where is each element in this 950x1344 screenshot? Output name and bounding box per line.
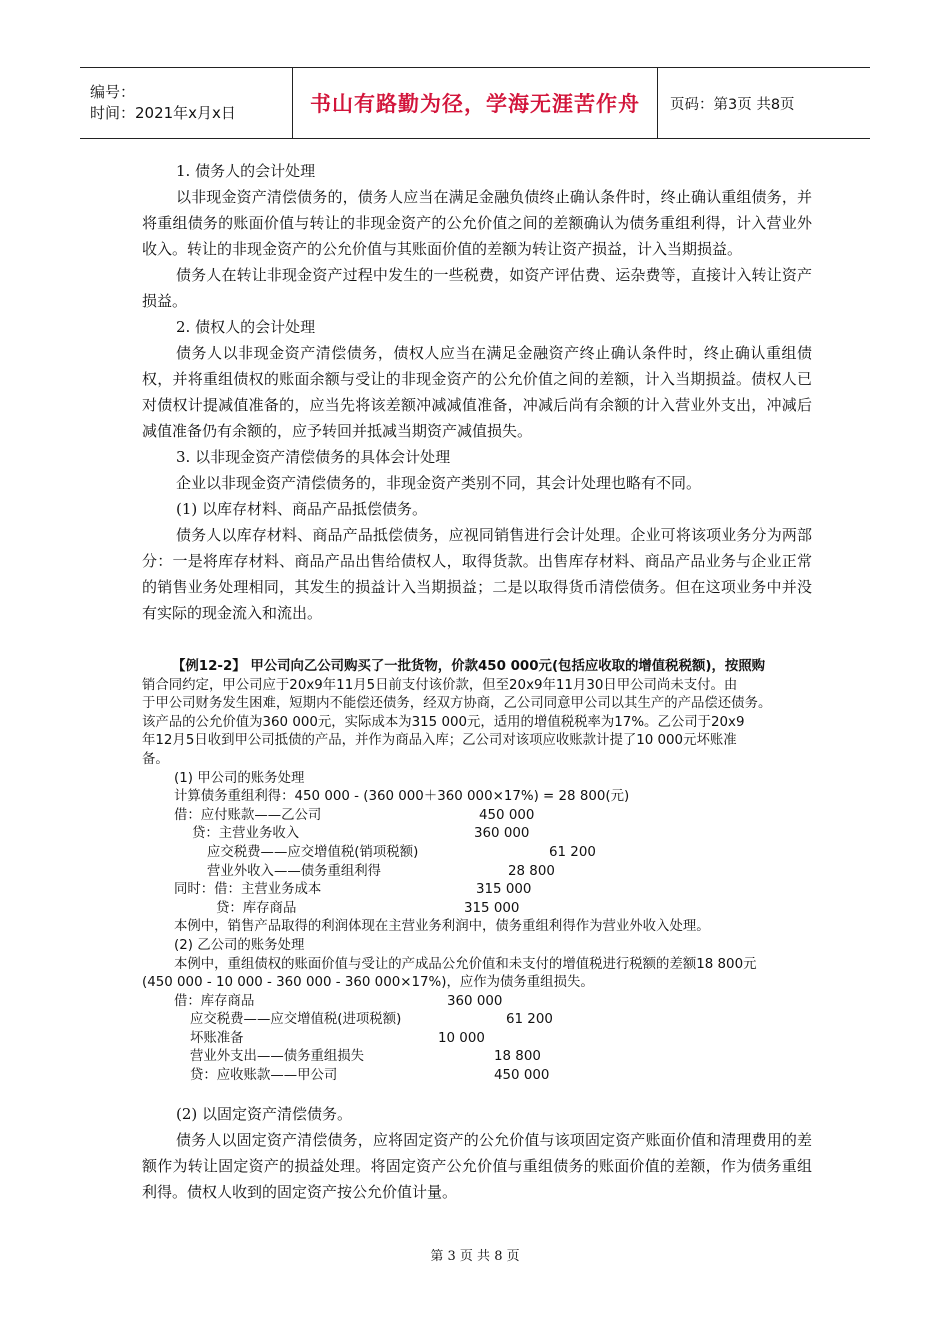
entry-account: 借：应付账款——乙公司: [174, 807, 322, 823]
page-header: [80, 67, 870, 139]
main-content: [142, 158, 812, 626]
entry-account: 贷：主营业务收入: [192, 826, 300, 842]
entry-amount: 315 000: [464, 900, 520, 916]
document-date: 时间：2021年x月x日: [90, 104, 236, 122]
example-block: [142, 658, 812, 1086]
subsection-heading-1: (1) 以库存材料、商品产品抵偿债务。: [176, 500, 428, 518]
header-meta: [80, 68, 293, 138]
paragraph: 债务人以固定资产清偿债务，应将固定资产的公允价值与该项固定资产账面价值和清理费用的差额作为转让固定资产的损益处理。将固定资产公允价值与重组债务的账面价值的差额，作为债务重组利得。债权人收到的固定资产按公允价值计量。: [142, 1131, 812, 1201]
page-info-text: 页码：第3页 共8页: [670, 96, 795, 113]
entry-amount: 315 000: [476, 882, 532, 898]
journal-entry: [142, 1048, 812, 1067]
part-title: (2) 乙公司的账务处理: [174, 937, 305, 953]
entry-account: 贷：库存商品: [216, 900, 297, 916]
journal-entry: [142, 844, 812, 863]
paragraph: 以非现金资产清偿债务的，债务人应当在满足金融负债终止确认条件时，终止确认重组债务，并将重组债务的账面价值与转让的非现金资产的公允价值之间的差额确认为债务重组利得，计入营业外收入。转让的非现金资产的公允价值与其账面价值的差额为转让资产损益，计入当期损益。: [142, 188, 812, 258]
example-intro-line: 年12月5日收到甲公司抵债的产品，并作为商品入库；乙公司对该项应收账款计提了10 000元坏账准: [142, 733, 737, 749]
entry-account: 借：库存商品: [174, 993, 255, 1009]
paragraph: 企业以非现金资产清偿债务的，非现金资产类别不同，其会计处理也略有不同。: [176, 474, 702, 492]
example-intro-line: 备。: [142, 751, 169, 767]
calculation-line: 计算债务重组利得：450 000 - (360 000＋360 000×17%) = 28 800(元): [174, 789, 630, 805]
journal-entry: [142, 900, 812, 919]
entry-amount: 28 800: [508, 863, 555, 879]
entry-account: 应交税费——应交增值税(进项税额): [190, 1012, 402, 1028]
section-heading-2: 2. 债权人的会计处理: [176, 318, 316, 336]
journal-entry: [142, 863, 812, 882]
entry-account: 同时：借：主营业务成本: [174, 882, 322, 898]
journal-entry: [142, 1067, 812, 1086]
entry-account: 营业外支出——债务重组损失: [190, 1049, 365, 1065]
section-heading-3: 3. 以非现金资产清偿债务的具体会计处理: [176, 448, 451, 466]
page-footer: 第 3 页 共 8 页: [430, 1249, 520, 1264]
journal-entry: [142, 825, 812, 844]
entry-amount: 61 200: [549, 844, 596, 860]
entry-amount: 18 800: [494, 1049, 541, 1065]
journal-entry: [142, 881, 812, 900]
entry-amount: 61 200: [506, 1012, 553, 1028]
entry-account: 营业外收入——债务重组利得: [207, 863, 382, 879]
journal-entry: [142, 993, 812, 1012]
paragraph: 债务人在转让非现金资产过程中发生的一些税费，如资产评估费、运杂费等，直接计入转让资产损益。: [142, 266, 812, 310]
paragraph: 债务人以库存材料、商品产品抵偿债务，应视同销售进行会计处理。企业可将该项业务分为两部分：一是将库存材料、商品产品出售给债权人，取得货款。出售库存材料、商品产品业务与企业正常的销售业务处理相同，其发生的损益计入当期损益；二是以取得货币清偿债务。但在这项业务中并没有实际的现金流入和流出。: [142, 526, 812, 622]
document-number-label: 编号：: [90, 83, 136, 101]
motto-text: 书山有路勤为径，学海无涯苦作舟: [310, 92, 640, 116]
example-note: 本例中，销售产品取得的利润体现在主营业务利润中，债务重组利得作为营业外收入处理。: [174, 919, 710, 935]
entry-account: 贷：应收账款——甲公司: [190, 1068, 338, 1084]
part-title: (1) 甲公司的账务处理: [174, 770, 305, 786]
entry-amount: 360 000: [447, 993, 503, 1009]
entry-account: 应交税费——应交增值税(销项税额): [207, 844, 419, 860]
example-intro-line: 【例12-2】 甲公司向乙公司购买了一批货物，价款450 000元(包括应收取的增值税税额)，按照购: [172, 659, 766, 674]
entry-amount: 360 000: [474, 826, 530, 842]
entry-account: 坏账准备: [190, 1030, 244, 1046]
entry-amount: 450 000: [479, 807, 535, 823]
journal-entry: [142, 1030, 812, 1049]
example-intro-line: 于甲公司财务发生困难，短期内不能偿还债务，经双方协商，乙公司同意甲公司以其生产的产品偿还债务。: [142, 696, 772, 712]
journal-entry: [142, 807, 812, 826]
entry-amount: 450 000: [494, 1068, 550, 1084]
header-page-info: [658, 68, 870, 138]
example-intro-line: 该产品的公允价值为360 000元，实际成本为315 000元，适用的增值税税率为17%。乙公司于20x9: [142, 714, 745, 730]
entry-amount: 10 000: [438, 1030, 485, 1046]
example-note: 本例中，重组债权的账面价值与受让的产成品公允价值和未支付的增值税进行税额的差额18 800元: [174, 956, 757, 972]
journal-entry: [142, 1011, 812, 1030]
header-motto: [293, 68, 658, 138]
example-intro-line: 销合同约定，甲公司应于20x9年11月5日前支付该价款，但至20x9年11月30日甲公司尚未支付。由: [142, 677, 738, 693]
section-heading-1: 1. 债务人的会计处理: [176, 162, 316, 180]
subsection-heading-2: (2) 以固定资产清偿债务。: [176, 1105, 353, 1123]
example-note: (450 000 - 10 000 - 360 000 - 360 000×17%)，应作为债务重组损失。: [142, 975, 594, 991]
closing-section: [142, 1101, 812, 1205]
paragraph: 债务人以非现金资产清偿债务，债权人应当在满足金融资产终止确认条件时，终止确认重组债权，并将重组债权的账面余额与受让的非现金资产的公允价值之间的差额，计入当期损益。债权人已对债权计提减值准备的，应当先将该差额冲减减值准备，冲减后尚有余额的计入营业外支出，冲减后减值准备仍有余额的，应予转回并抵减当期资产减值损失。: [142, 344, 812, 440]
